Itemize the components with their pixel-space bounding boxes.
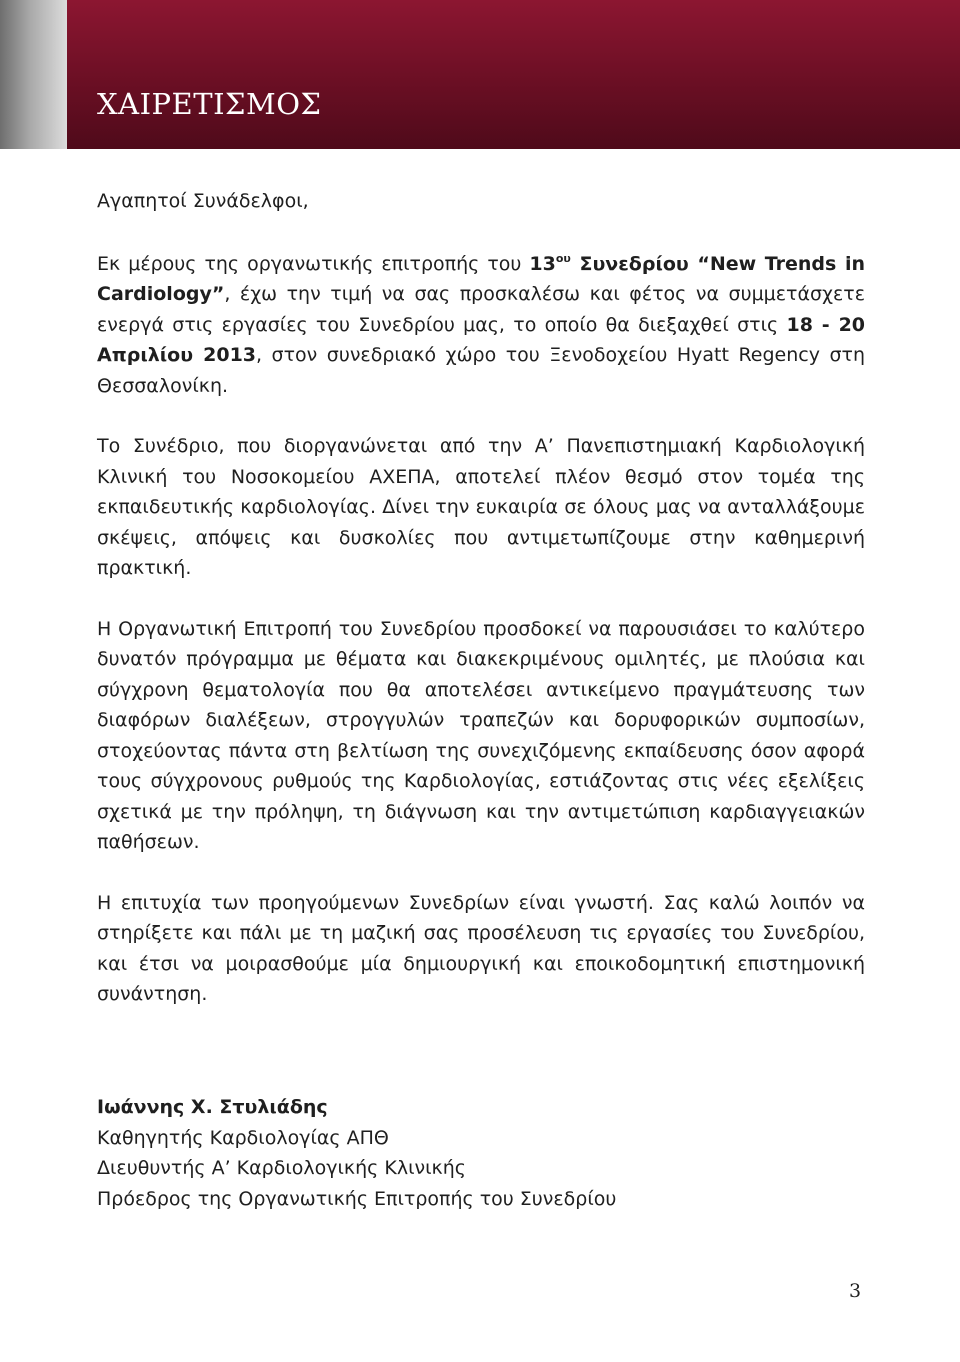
invitation-end: , στον συνεδριακό χώρο του Ξενοδοχείου Hyatt Regency στη Θεσσαλονίκη. <box>97 344 865 397</box>
signature-name: Ιωάννης Χ. Στυλιάδης <box>97 1096 328 1118</box>
paragraph-invitation <box>97 249 865 402</box>
signature-title-1: Καθηγητής Καρδιολογίας ΑΠΘ <box>97 1126 389 1149</box>
signature-block <box>97 1092 616 1214</box>
congress-dates: 18 - 20 Απριλίου 2013 <box>97 313 866 366</box>
invitation-middle: , έχω την τιμή να σας προσκαλέσω και φέτος να συμμετάσχετε ενεργά στις εργασίες του Συνεδρίου μας, το οποίο θα διεξαχθεί στις <box>97 283 865 336</box>
invitation-intro: Εκ μέρους της οργανωτικής επιτροπής του <box>97 252 530 275</box>
paragraph-congress-description: Το Συνέδριο, που διοργανώνεται από την Α’ Πανεπιστημιακή Καρδιολογική Κλινική του Νοσοκομείου ΑΧΕΠΑ, αποτελεί πλέον θεσμό στον τομέα της εκπαιδευτικής καρδιολογίας. Δίνει την ευκαιρία σε όλους μας να ανταλλάξουμε σκέψεις, απόψεις και δυσκολίες που αντιμετωπίζουμε στην καθημερινή πρακτική. <box>97 435 865 579</box>
congress-number: 13 <box>529 252 556 275</box>
corner-gradient-block <box>0 0 67 149</box>
congress-ordinal: ου <box>555 251 571 265</box>
page-title: ΧΑΙΡΕΤΙΣΜΟΣ <box>97 87 322 121</box>
signature-title-2: Διευθυντής Α’ Καρδιολογικής Κλινικής <box>97 1157 466 1179</box>
header-band <box>67 0 960 149</box>
paragraph-program: Η Οργανωτική Επιτροπή του Συνεδρίου προσδοκεί να παρουσιάσει το καλύτερο δυνατόν πρόγραμμα με θέματα και διακεκριμένους ομιλητές, με πλούσια και σύγχρονη θεματολογία που θα αποτελέσει αντικείμενο πραγμάτευσης των διαφόρων διαλέξεων, στρογγυλών τραπεζών και δορυφορικών συμποσίων, στοχεύοντας πάντα στη βελτίωση της συνεχιζόμενης εκπαίδευσης όσον αφορά τους σύγχρονους ρυθμούς της Καρδιολογίας, εστιάζοντας στις νέες εξελίξεις σχετικά με την πρόληψη, τη διάγνωση και την αντιμετώπιση καρδιαγγειακών παθήσεων. <box>97 617 865 853</box>
congress-name: Συνεδρίου “New Trends in Cardiology” <box>97 252 865 305</box>
signature-title-3: Πρόεδρος της Οργανωτικής Επιτροπής του Συνεδρίου <box>97 1187 617 1210</box>
greeting: Αγαπητοί Συνάδελφοι, <box>97 190 309 212</box>
page-number: 3 <box>849 1280 862 1302</box>
letter-body <box>97 186 865 1040</box>
paragraph-closing: Η επιτυχία των προηγούμενων Συνεδρίων είναι γνωστή. Σας καλώ λοιπόν να στηρίξετε και πάλι με τη μαζική σας προσέλευση τις εργασίες του Συνεδρίου, και έτσι να μοιρασθούμε μία δημιουργική και εποικοδομητική επιστημονική συνάντηση. <box>97 891 865 1005</box>
